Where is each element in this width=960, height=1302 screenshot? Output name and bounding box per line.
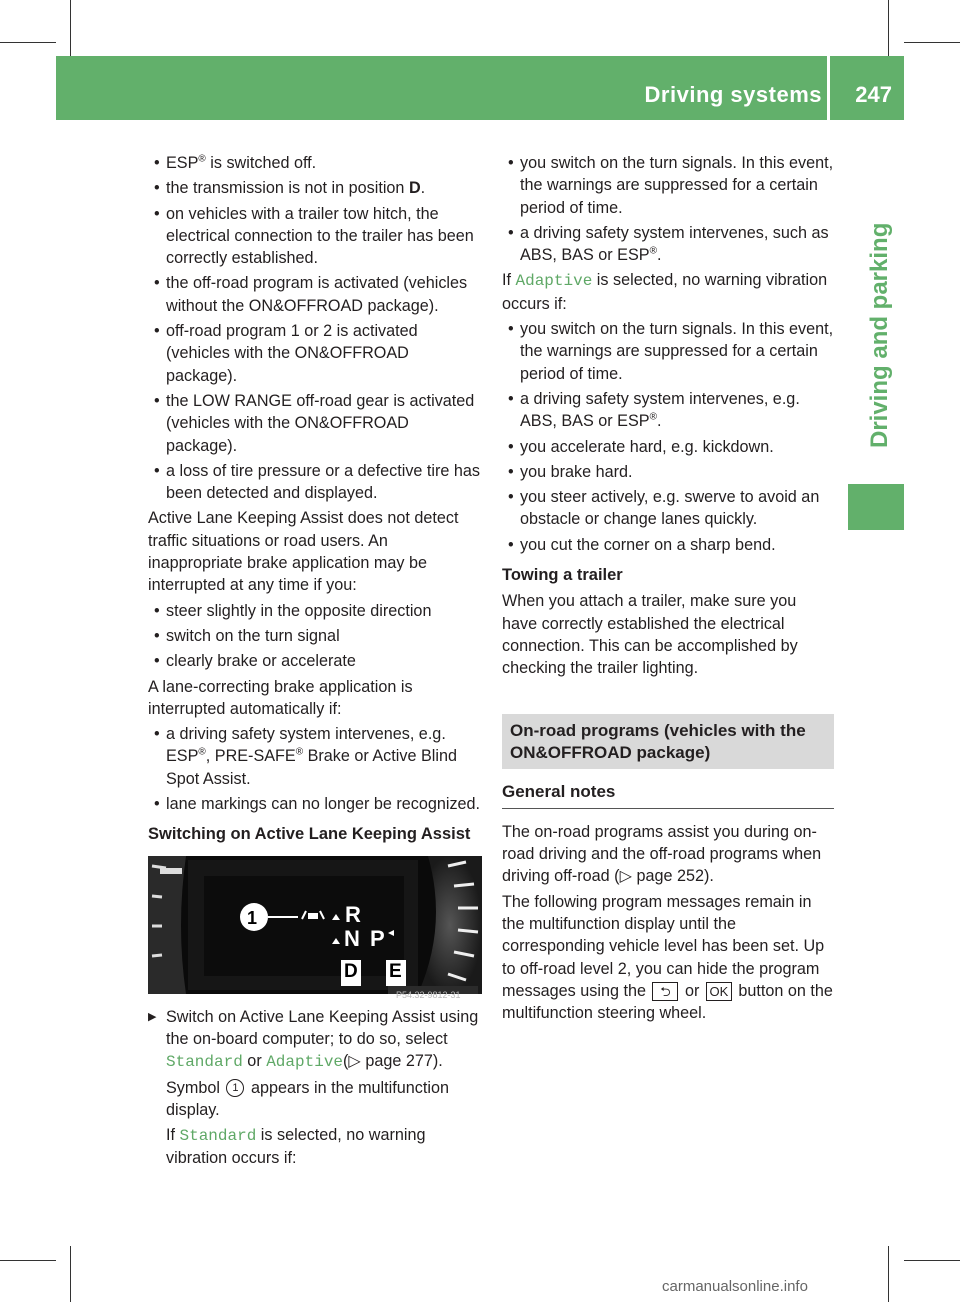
list-item: • you switch on the turn signals. In this event, the warnings are suppressed for a certain period of time. [502,152,834,219]
cluster-illustration [148,856,482,994]
callout-number: 1 [247,907,258,928]
figure-reference: P54.32-9812-31 [396,989,461,1000]
page-number: 247 [855,82,892,107]
watermark: carmanualsonline.info [662,1278,808,1295]
paragraph: Active Lane Keeping Assist does not detect traffic situations or road users. An inappropriate brake application may be interrupted at any time if you: [148,509,459,595]
crop-mark [904,42,960,43]
paragraph: When you attach a trailer, make sure you have correctly established the electrical connection. This can be accomplished by checking the trailer lighting. [502,592,798,678]
list-item: • you brake hard. [502,461,834,483]
paragraph: A lane-correcting brake application is interrupted automatically if: [148,677,413,718]
subsection-heading: General notes [502,781,834,809]
list-item: • a driving safety system intervenes, such as ABS, BAS or ESP®. [502,222,834,267]
crop-mark [888,0,889,56]
list-item: • switch on the turn signal [148,625,482,647]
paragraph: If Adaptive is selected, no warning vibration occurs if: [502,271,828,313]
page-header [56,56,904,120]
crop-mark [0,1260,56,1261]
section-box-title: On-road programs (vehicles with the ON&OFFROAD package) [502,714,834,769]
gear-p: P [370,925,385,951]
crop-mark [904,1260,960,1261]
paragraph: The on-road programs assist you during on-road driving and the off-road programs when driving off-road (▷ page 252). [502,822,822,886]
list-item: • steer slightly in the opposite direction [148,600,482,622]
section-heading: Switching on Active Lane Keeping Assist [148,825,471,844]
chapter-marker [848,484,904,530]
list-item: • you switch on the turn signals. In this event, the warnings are suppressed for a certain period of time. [502,318,834,385]
back-button-icon: ⮌ [652,982,678,1001]
paragraph: The following program messages remain in the multifunction display until the corresponding vehicle level has been set. Up to off-road level 2, you can hide the program messages using the ⮌ or OK button on the multifunction steering wheel. [502,892,833,1023]
list-item: • ESP® is switched off. [148,152,482,174]
paragraph: Symbol 1 appears in the multifunction display. [166,1078,449,1119]
list-item: • a driving safety system intervenes, e.g. ESP®, PRE-SAFE® Brake or Active Blind Spot Assist. [148,723,482,790]
list-item: • lane markings can no longer be recognized. [148,793,482,815]
list-item: • clearly brake or accelerate [148,650,482,672]
list-item: • off-road program 1 or 2 is activated (vehicles with the ON&OFFROAD package). [148,320,482,387]
section-title: Driving systems [644,82,822,107]
instruction-step: ▶ Switch on Active Lane Keeping Assist using the on-board computer; to do so, select Standard or Adaptive(▷ page 277). [148,1006,482,1074]
right-column [502,152,834,1028]
gear-d: D [344,960,358,982]
gear-r: R [345,901,361,927]
section-heading: Towing a trailer [502,566,623,585]
list-item: • on vehicles with a trailer tow hitch, the electrical connection to the trailer has been correctly established. [148,203,482,270]
instrument-cluster-figure [148,856,482,1000]
list-item: • a loss of tire pressure or a defective tire has been detected and displayed. [148,460,482,505]
list-item: • the LOW RANGE off-road gear is activated (vehicles with the ON&OFFROAD package). [148,390,482,457]
crop-mark [70,1246,71,1302]
list-item: • a driving safety system intervenes, e.g. ABS, BAS or ESP®. [502,388,834,433]
crop-mark [70,0,71,56]
side-chapter-label: Driving and parking [866,222,893,448]
header-divider [827,56,830,120]
gear-n: N [344,925,360,951]
list-item: • the transmission is not in position D. [148,177,482,199]
list-item: • you accelerate hard, e.g. kickdown. [502,436,834,458]
list-item: • the off-road program is activated (vehicles without the ON&OFFROAD package). [148,272,482,317]
left-column [148,152,482,1173]
gear-e: E [389,960,402,982]
crop-mark [0,42,56,43]
crop-mark [888,1246,889,1302]
ok-button-icon: OK [706,982,732,1001]
paragraph: If Standard is selected, no warning vibration occurs if: [166,1126,426,1168]
list-item: • you cut the corner on a sharp bend. [502,534,834,556]
list-item: • you steer actively, e.g. swerve to avoid an obstacle or change lanes quickly. [502,486,834,531]
callout-symbol: 1 [226,1079,244,1097]
